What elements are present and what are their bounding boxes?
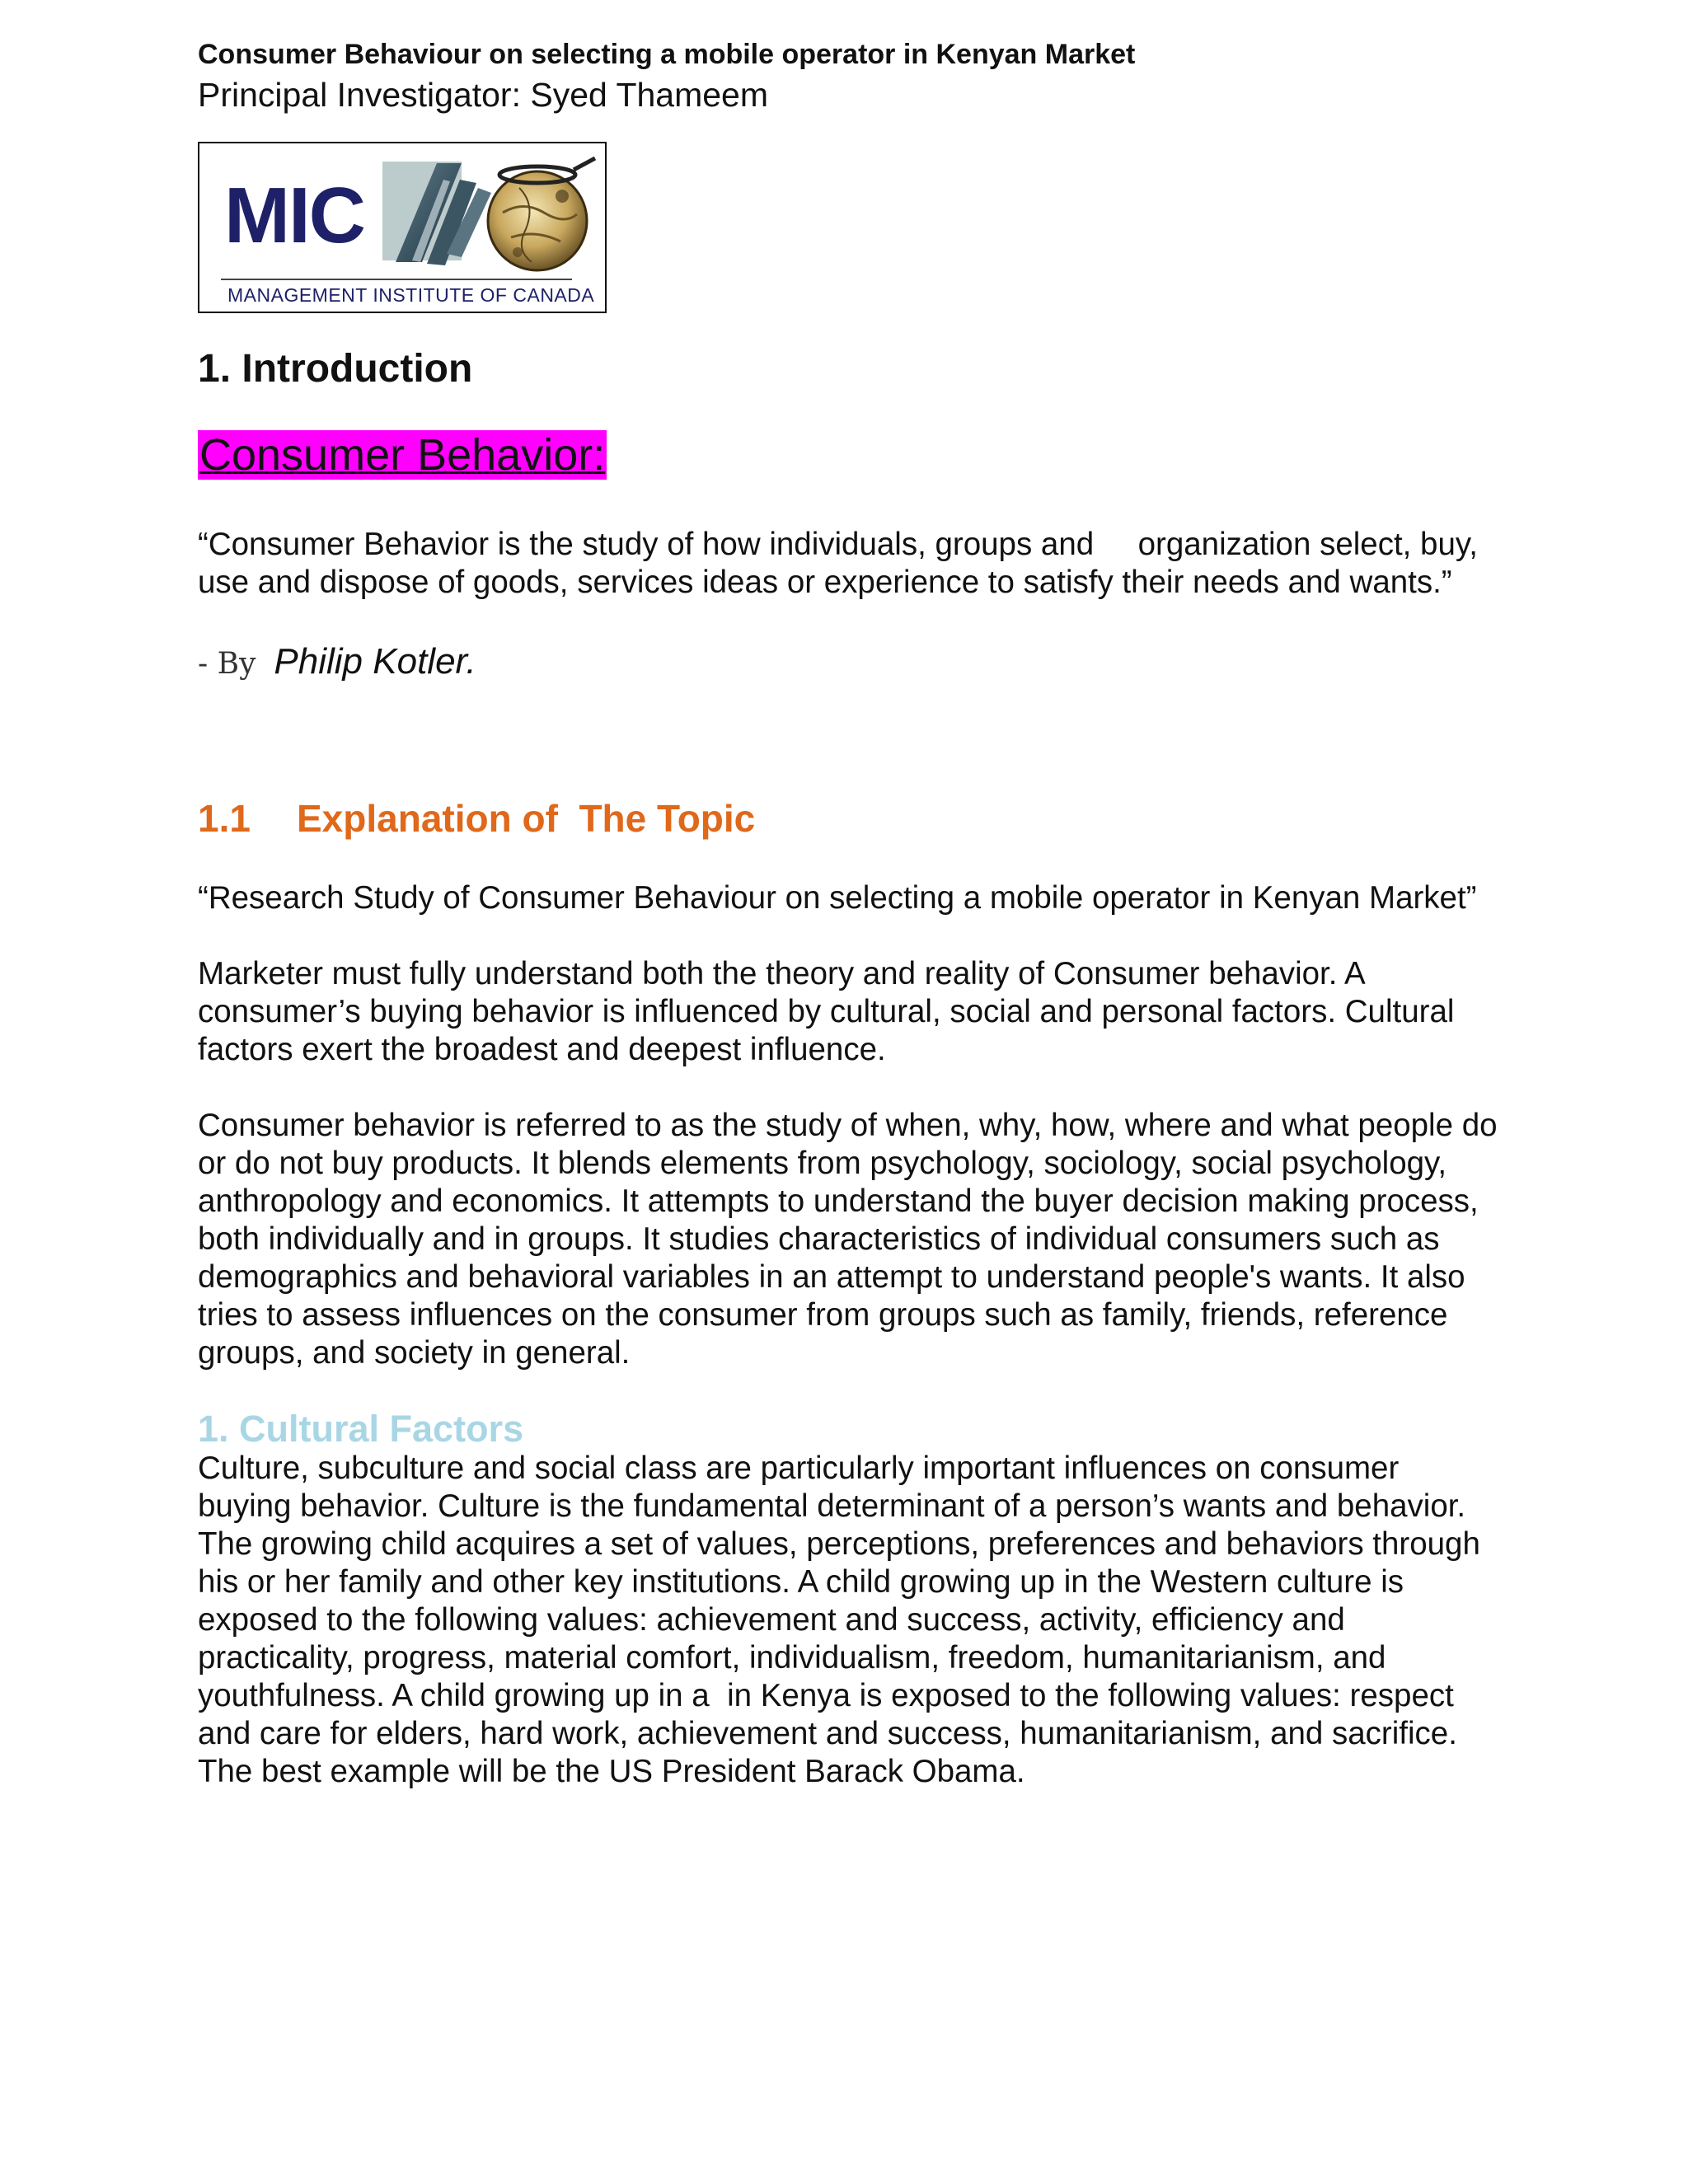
- byline: [198, 640, 1500, 687]
- topic-section-number: 1.1: [198, 797, 251, 840]
- paragraph-consumer-behavior: Consumer behavior is referred to as the study of when, why, how, where and what people do or do not buy products. It blends elements from psychology, sociology, social psychology, anthropology and economics. It attempts to understand the buyer decision making process, both individually and in groups. It studies characteristics of individual consumers such as demographics and behavioral variables in an attempt to understand people's wants. It also tries to assess influences on the consumer from groups such as family, friends, reference groups, and society in general.: [198, 1108, 1498, 1371]
- principal-investigator: Principal Investigator: Syed Thameem: [198, 76, 769, 114]
- topic-section-title: Explanation of The Topic: [297, 797, 756, 840]
- consumer-behavior-heading-wrap: [198, 392, 1500, 480]
- cultural-factors-heading: 1. Cultural Factors: [198, 1408, 524, 1450]
- consumer-behavior-heading: Consumer Behavior:: [199, 430, 606, 480]
- paragraph-cultural-factors: Culture, subculture and social class are particularly important influences on consumer buying behavior. Culture is the fundamental determinant of a person’s wants and behavior. The growing child acquires a set of values, perceptions, preferences and behaviors through his or her family and other key institutions. A child growing up in the Western culture is exposed to the following values: achievement and success, activity, efficiency and practicality, progress, material comfort, individualism, freedom, humanitarianism, and youthfulness. A child growing up in a in Kenya is exposed to the following values: respect and care for elders, hard work, achievement and success, humanitarianism, and sacrifice. The best example will be the US President Barack Obama.: [198, 1451, 1489, 1789]
- document-title: Consumer Behaviour on selecting a mobile operator in Kenyan Market: [198, 39, 1136, 70]
- topic-section-heading: [198, 795, 1500, 841]
- logo-wordmark: MIC: [224, 171, 364, 260]
- institute-logo: [198, 142, 607, 313]
- definition-quote: “Consumer Behavior is the study of how individuals, groups and organization select, buy, use and dispose of goods, services ideas or experience to satisfy their needs and wants.”: [198, 527, 1487, 600]
- byline-author: Philip Kotler.: [274, 641, 476, 682]
- logo-divider: [221, 279, 572, 280]
- paragraph-marketer: Marketer must fully understand both the theory and reality of Consumer behavior. A consumer’s buying behavior is influenced by cultural, social and personal factors. Cultural factors exert the broadest and deepest influence.: [198, 956, 1455, 1067]
- document-page: [198, 36, 1500, 1791]
- topic-quote: “Research Study of Consumer Behaviour on selecting a mobile operator in Kenyan Market”: [198, 880, 1477, 916]
- byline-prefix: - By: [198, 647, 256, 681]
- globe-and-books-icon: [379, 155, 602, 279]
- introduction-heading: 1. Introduction: [198, 347, 473, 391]
- logo-subtitle: MANAGEMENT INSTITUTE OF CANADA: [227, 284, 595, 306]
